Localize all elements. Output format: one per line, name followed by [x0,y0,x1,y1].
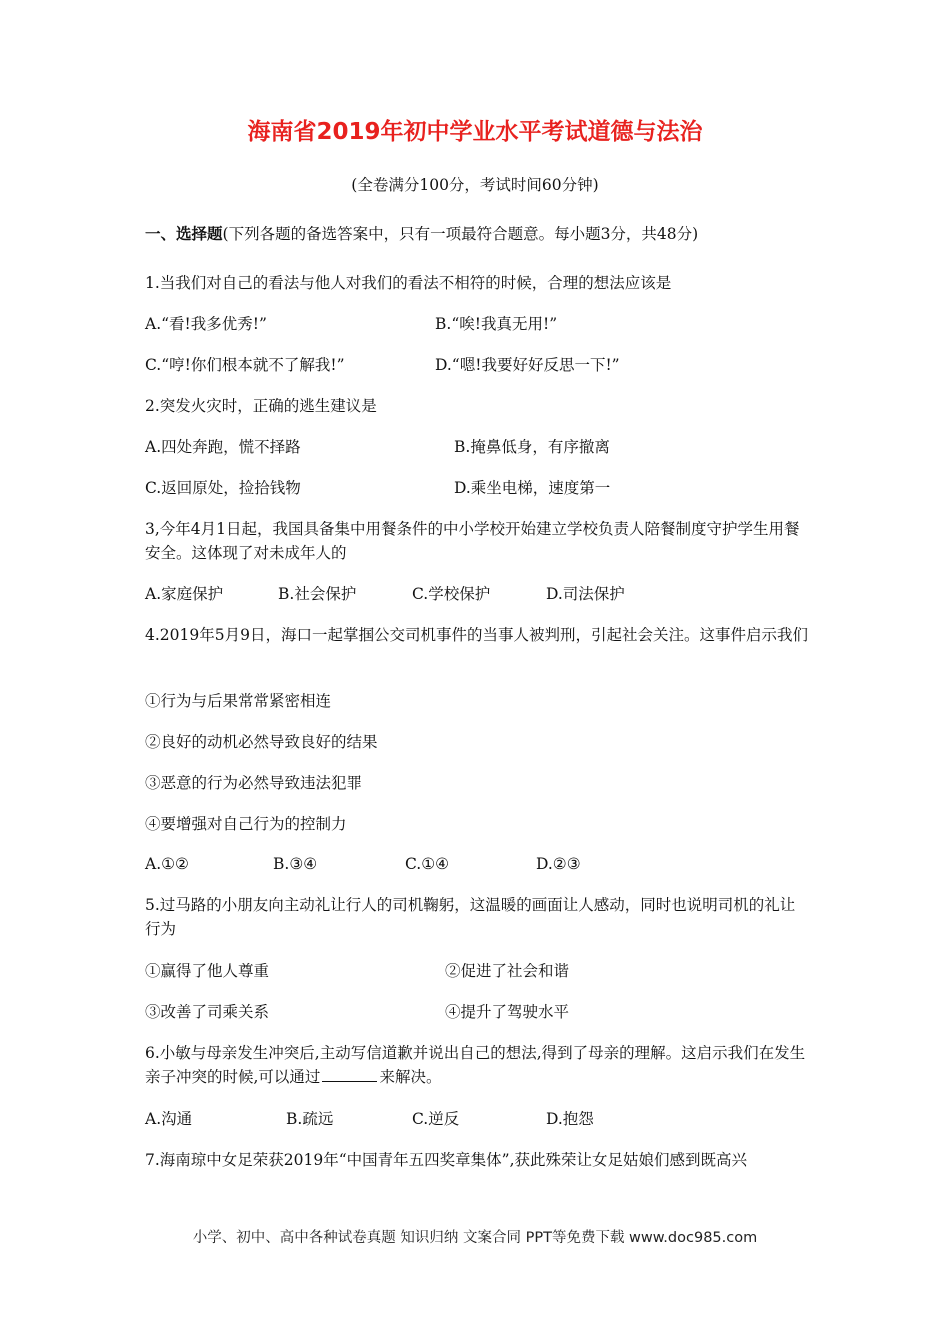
question-4-option-d: D.②③ [536,855,581,873]
question-4-statement-1: ①行为与后果常常紧密相连 [145,692,332,710]
question-3-option-c: C.学校保护 [412,585,491,603]
question-6-option-b: B.疏远 [286,1110,334,1128]
exam-info: (全卷满分100分，考试时间60分钟) [351,176,599,194]
question-3-option-b: B.社会保护 [278,585,357,603]
section-title: 一、选择题 [145,225,223,243]
section-note: (下列各题的备选答案中，只有一项最符合题意。每小题3分，共48分) [222,225,699,243]
question-4-option-a: A.①② [145,855,189,873]
question-6-option-c: C.逆反 [412,1110,460,1128]
question-1-option-c: C.“哼!你们根本就不了解我!” [145,356,345,374]
question-2-option-c: C.返回原处，捡拾钱物 [145,479,301,497]
question-5-stem: 5.过马路的小朋友向主动礼让行人的司机鞠躬，这温暖的画面让人感动，同时也说明司机的礼让行为 [145,896,796,938]
question-6-stem-end: 来解决。 [379,1068,442,1086]
question-4-statement-3: ③恶意的行为必然导致违法犯罪 [145,774,363,792]
question-3-option-a: A.家庭保护 [145,585,224,603]
question-4-option-b: B.③④ [273,855,318,873]
question-1-option-a: A.“看!我多优秀!” [145,315,267,333]
page-title: 海南省2019年初中学业水平考试道德与法治 [247,119,703,145]
question-5-statement-2: ②促进了社会和谐 [445,962,570,980]
question-6-option-a: A.沟通 [145,1110,193,1128]
question-1-option-d: D.“嗯!我要好好反思一下!” [435,356,620,374]
question-5-statement-1: ①赢得了他人尊重 [145,962,270,980]
question-1-stem: 1.当我们对自己的看法与他人对我们的看法不相符的时候，合理的想法应该是 [145,274,672,292]
question-4-option-c: C.①④ [405,855,450,873]
question-6-stem-text: 6.小敏与母亲发生冲突后,主动写信道歉并说出自己的想法,得到了母亲的理解。这启示我们在发生亲子冲突的时候,可以通过 [145,1044,806,1086]
question-4-stem: 4.2019年5月9日，海口一起掌掴公交司机事件的当事人被判刑，引起社会关注。这事件启示我们 [145,626,808,644]
question-5-statement-3: ③改善了司乘关系 [145,1003,270,1021]
question-7-stem: 7.海南琼中女足荣获2019年“中国青年五四奖章集体”,获此殊荣让女足姑娘们感到既高兴 [145,1151,748,1169]
question-4-statement-2: ②良好的动机必然导致良好的结果 [145,733,378,751]
question-3-option-d: D.司法保护 [546,585,625,603]
question-5-statement-4: ④提升了驾驶水平 [445,1003,570,1021]
question-4-statement-4: ④要增强对自己行为的控制力 [145,815,347,833]
section-heading [145,222,810,246]
answer-blank [322,1067,377,1082]
footer-ad: 小学、初中、高中各种试卷真题 知识归纳 文案合同 PPT等免费下载 www.doc985.com [192,1230,758,1246]
question-3-stem: 3,今年4月1日起，我国具备集中用餐条件的中小学校开始建立学校负责人陪餐制度守护学生用餐安全。这体现了对未成年人的 [145,520,800,562]
question-6-option-d: D.抱怨 [546,1110,594,1128]
question-2-option-d: D.乘坐电梯，速度第一 [454,479,611,497]
question-6-stem [145,1041,810,1089]
question-2-stem: 2.突发火灾时，正确的逃生建议是 [145,397,377,415]
question-2-option-a: A.四处奔跑，慌不择路 [145,438,301,456]
question-1-option-b: B.“唉!我真无用!” [435,315,558,333]
question-2-option-b: B.掩鼻低身，有序撤离 [454,438,610,456]
